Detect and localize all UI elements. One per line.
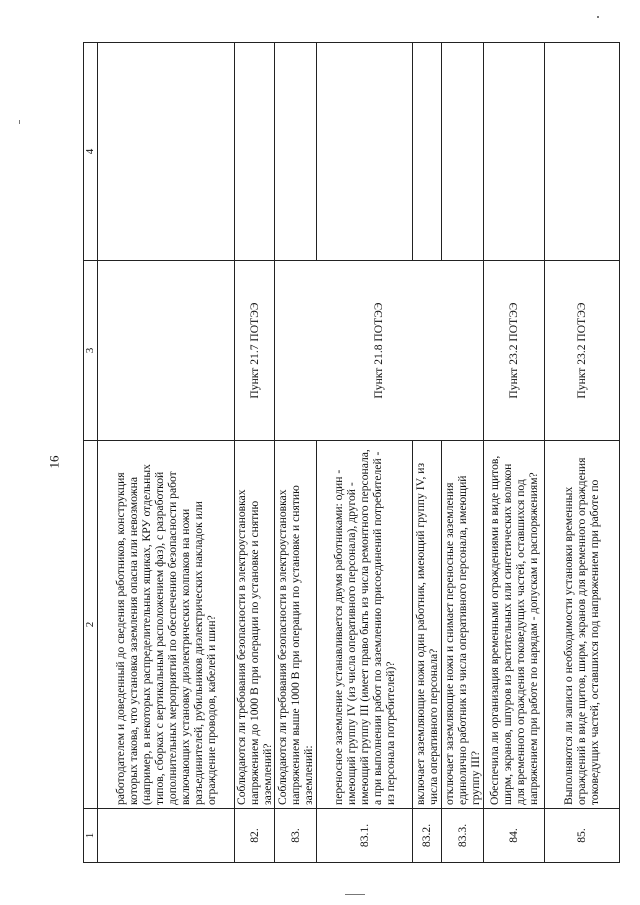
row-answer-cell [483, 43, 544, 261]
row-question: работодателем и доведенный до сведения работников, конструкция которых такова, что установка заземления опасна или невозможна (например, в некоторых распределительных ящиках, КРУ отдельных типов, сборках с вертикальным расположением фаз), с разработкой дополнительных мероприятий по обеспечению безопасности работ включающих установку диэлектрических колпаков на ножи разъединителей, рубильников диэлектрических накладок или ограждение проводов, кабелей и шин? [98, 441, 235, 809]
table-row [412, 43, 441, 863]
scan-speck [345, 894, 365, 895]
row-number: 84. [483, 809, 544, 863]
row-reference: Пункт 21.7 ПОТЭЭ [235, 261, 275, 441]
row-answer-cell [98, 43, 235, 261]
row-reference: Пункт 23.2 ПОТЭЭ [544, 261, 619, 441]
row-number: 83.2. [412, 809, 441, 863]
row-answer-cell [235, 43, 275, 261]
row-number: 83.1. [316, 809, 412, 863]
row-question: Соблюдаются ли требования безопасности в электроустановках напряжением до 1000 В при операции по установке и снятию заземлений? [235, 441, 275, 809]
scan-speck [19, 120, 20, 124]
table-row [235, 43, 275, 863]
table-row [544, 43, 619, 863]
scan-speck [597, 16, 599, 18]
row-answer-cell [544, 43, 619, 261]
checklist-table-wrapper [83, 43, 602, 863]
row-question: переносное заземление устанавливается двумя работниками: один - имеющий группу IV (из числа оперативного персонала), другой - имеющий группу III (имеет право быть из числа ремонтного персонала, а при выполнении работ по заземлению присоединений потребителей - из персонала потребителей)? [316, 441, 412, 809]
row-reference: Пункт 23.2 ПОТЭЭ [483, 261, 544, 441]
table-row [274, 43, 316, 863]
row-number: 83. [274, 809, 316, 863]
row-number: 85. [544, 809, 619, 863]
row-answer-cell [274, 43, 316, 261]
row-reference: Пункт 21.8 ПОТЭЭ [274, 261, 483, 441]
table-header-row [84, 43, 98, 863]
row-answer-cell [441, 43, 483, 261]
table-row [98, 43, 235, 863]
row-answer-cell [412, 43, 441, 261]
column-header-number: 1 [84, 809, 98, 863]
table-row [441, 43, 483, 863]
row-number: 82. [235, 809, 275, 863]
table-row [483, 43, 544, 863]
row-answer-cell [316, 43, 412, 261]
row-question: включает заземляющие ножи один работник, имеющий группу IV, из числа оперативного персонала? [412, 441, 441, 809]
row-question: Соблюдаются ли требования безопасности в электроустановках напряжением выше 1000 В при операции по установке и снятию заземлений: [274, 441, 316, 809]
row-question: отключает заземляющие ножи и снимает переносные заземления единолично работник из числа оперативного персонала, имеющий группу III? [441, 441, 483, 809]
column-header-answer: 4 [84, 43, 98, 261]
row-number [98, 809, 235, 863]
table-row [316, 43, 412, 863]
row-reference [98, 261, 235, 441]
page-number: 16 [46, 455, 62, 469]
column-header-question: 2 [84, 441, 98, 809]
row-question: Обеспечила ли организация временными ограждениями в виде щитов, ширм, экранов, шпуров из растительных или синтетических волокон для временного ограждения токоведущих частей, оставшихся под напряжением при работе по нарядам - допускам и распоряжениям? [483, 441, 544, 809]
column-header-reference: 3 [84, 261, 98, 441]
row-question: Выполняются ли записи о необходимости установки временных ограждений в виде щитов, ширм, экранов для временного ограждения токоведущих частей, оставшихся под напряжением при работе по [544, 441, 619, 809]
checklist-table [83, 42, 620, 863]
row-number: 83.3. [441, 809, 483, 863]
